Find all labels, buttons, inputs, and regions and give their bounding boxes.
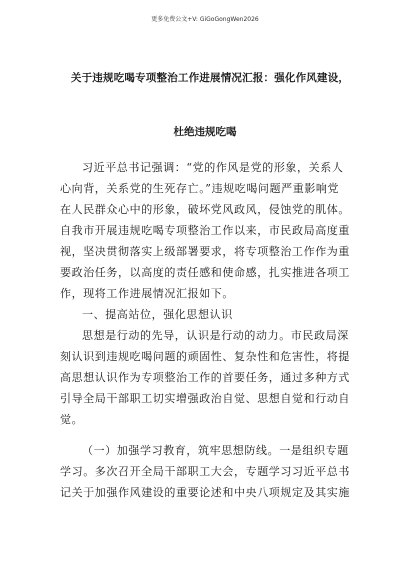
paragraph-line: 记关于加强作风建设的重要论述和中央八项规定及其实施	[60, 486, 350, 499]
paragraph-line: 心向背，关系党的生死存亡。”违规吃喝问题严重影响党	[60, 182, 340, 195]
paragraph-line: 思想是行动的先导，认识是行动的动力。市民政局深	[82, 329, 349, 342]
section-heading: 一、提高站位，强化思想认识	[82, 308, 233, 321]
body-text	[60, 157, 352, 503]
paragraph-line: （一）加强学习教育，筑牢思想防线。一是组织专题	[82, 444, 349, 457]
document-subtitle: 杜绝违规吃喝	[173, 126, 237, 138]
paragraph-line: 自我市开展违规吃喝专项整治工作以来，市民政局高度重	[60, 224, 350, 237]
header-note: 更多免费公文+V: GiGoGongWen2026	[151, 16, 259, 23]
paragraph-line: 视，坚决贯彻落实上级部署要求，将专项整治工作作为重	[60, 245, 350, 258]
paragraph-line: 作，现将工作进展情况汇报如下。	[60, 287, 234, 300]
paragraph-line: 刻认识到违规吃喝问题的顽固性、复杂性和危害性，将提	[60, 350, 350, 363]
paragraph-line: 觉。	[60, 413, 84, 426]
paragraph-line: 高思想认识作为专项整治工作的首要任务，通过多种方式	[60, 371, 350, 384]
paragraph-line: 习近平总书记强调：“党的作风是党的形象，关系人	[82, 161, 344, 174]
document-title: 关于违规吃喝专项整治工作进展情况汇报：强化作风建设，	[70, 72, 350, 84]
paragraph-line: 在人民群众心中的形象，破坏党风政风，侵蚀党的肌体。	[60, 203, 350, 216]
paragraph-line: 学习。多次召开全局干部职工大会，专题学习习近平总书	[60, 465, 350, 478]
paragraph-line: 引导全局干部职工切实增强政治自觉、思想自觉和行动自	[60, 392, 350, 405]
paragraph-line: 要政治任务，以高度的责任感和使命感，扎实推进各项工	[60, 266, 350, 279]
